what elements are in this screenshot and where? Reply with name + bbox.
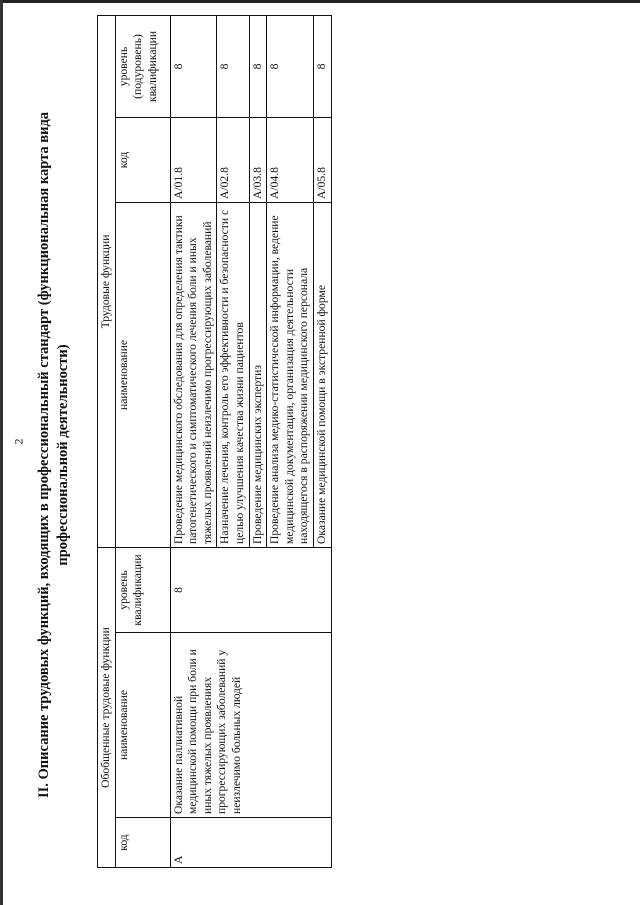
- section-title-line-2: профессиональной деятельности): [55, 344, 71, 566]
- function-code-cell: A/01.8: [170, 117, 217, 202]
- header-labor-functions: Трудовые функции: [98, 15, 116, 547]
- header-row-2: [115, 15, 170, 867]
- page-number: 2: [11, 438, 26, 445]
- section-title-line-1: II. Описание трудовых функций, входящих в профессиональный стандарт (функциональная карта вида: [36, 111, 52, 799]
- function-name-cell: Проведение анализа медико-статистической информации, ведение медицинской документации, организация деятельности находящегося в распоряжении медицинского персонала: [267, 202, 314, 547]
- function-level-cell: 8: [217, 15, 249, 117]
- function-code-cell: A/02.8: [217, 117, 249, 202]
- table-row: [170, 15, 217, 867]
- generalized-code-cell: A: [170, 818, 331, 868]
- header-generalized: Обобщенные трудовые функции: [98, 547, 116, 867]
- generalized-name-cell: Оказание паллиативной медицинской помощи при боли и иных тяжелых проявлениях прогрессирующих заболеваний у неизлечимо больных людей: [170, 633, 331, 818]
- header-sublevel: уровень (подуровень) квалификации: [115, 15, 170, 117]
- function-level-cell: 8: [249, 15, 267, 117]
- rotated-page-content: [35, 20, 640, 890]
- function-code-cell: A/05.8: [313, 117, 331, 202]
- section-title: [35, 30, 73, 880]
- scan-edge-top: [0, 0, 640, 3]
- function-name-cell: Оказание медицинской помощи в экстренной форме: [313, 202, 331, 547]
- function-name-cell: Назначение лечения, контроль его эффективности и безопасности с целью улучшения качества жизни пациентов: [217, 202, 249, 547]
- generalized-level-cell: 8: [170, 547, 331, 632]
- header-qual-level: уровень квалификации: [115, 547, 170, 632]
- function-code-cell: A/04.8: [267, 117, 314, 202]
- functional-map-table: [97, 15, 332, 868]
- function-level-cell: 8: [267, 15, 314, 117]
- function-level-cell: 8: [313, 15, 331, 117]
- function-code-cell: A/03.8: [249, 117, 267, 202]
- function-name-cell: Проведение медицинских экспертиз: [249, 202, 267, 547]
- function-level-cell: 8: [170, 15, 217, 117]
- header-name: наименование: [115, 633, 170, 818]
- header-code: код: [115, 818, 170, 868]
- header-row-1: [98, 15, 116, 867]
- header-function-code: код: [115, 117, 170, 202]
- function-name-cell: Проведение медицинского обследования для определения тактики патогенетического и симптоматического лечения боли и иных тяжелых проявлений неизлечимо прогрессирующих заболеваний: [170, 202, 217, 547]
- scan-edge-left: [0, 0, 3, 905]
- header-function-name: наименование: [115, 202, 170, 547]
